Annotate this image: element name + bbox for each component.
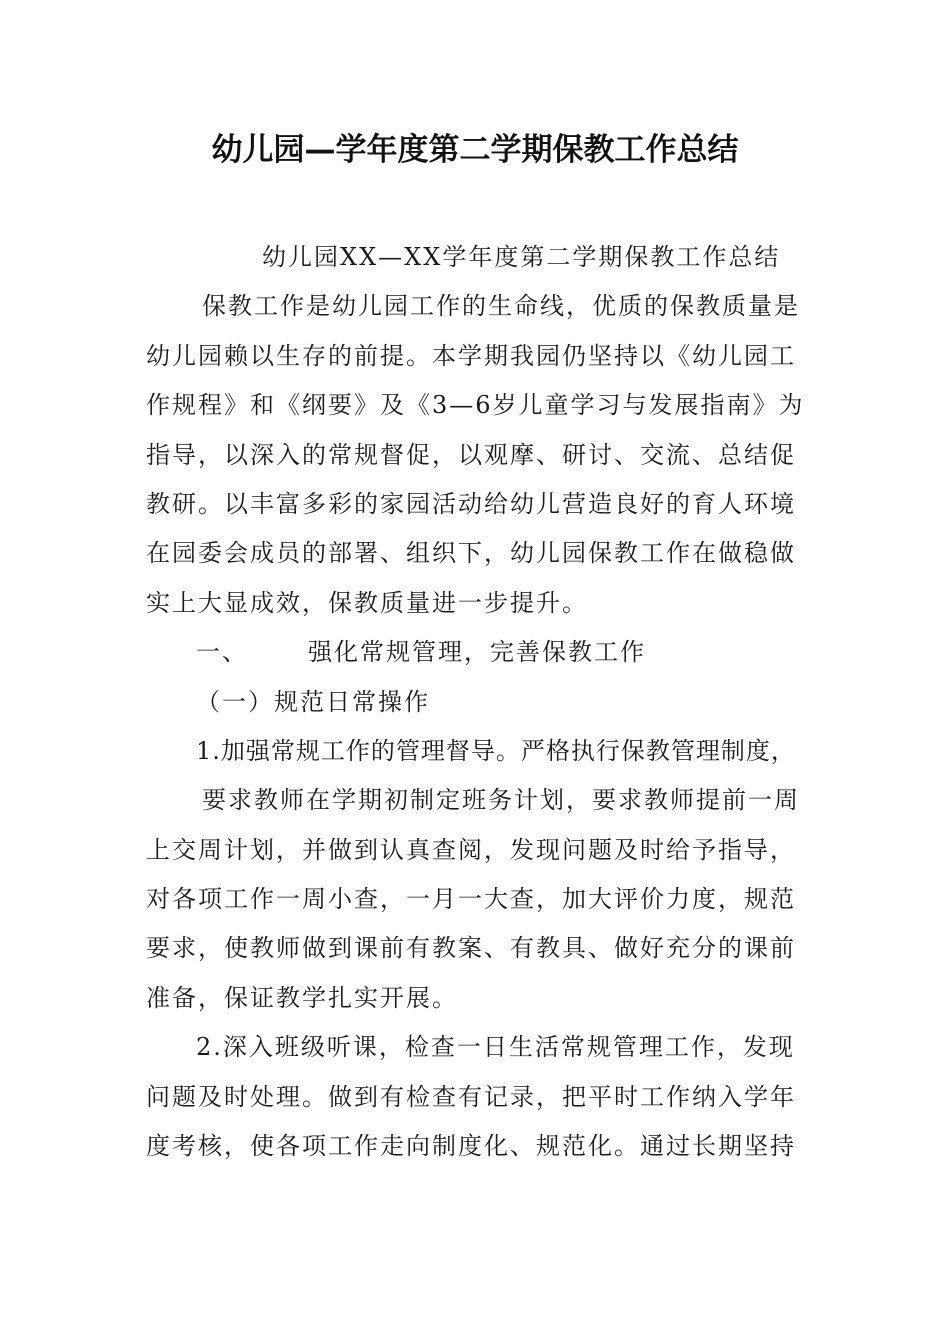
paragraph-line: 实上大显成效，保教质量进一步提升。 [146,588,588,617]
paragraph-line: 问题及时处理。做到有检查有记录，把平时工作纳入学年 [146,1082,796,1111]
section-number: 一、 [196,638,248,667]
document-title: 幼儿园—学年度第二学期保教工作总结 [211,132,739,168]
paragraph-line: 度考核，使各项工作走向制度化、规范化。通过长期坚持 [146,1132,796,1161]
paragraph-line: 准备，保证教学扎实开展。 [146,983,458,1012]
section-heading-text: 强化常规管理，完善保教工作 [308,638,646,667]
paragraph-line: 1.加强常规工作的管理督导。严格执行保教管理制度， [196,736,796,765]
paragraph-line: 教研。以丰富多彩的家园活动给幼儿营造良好的育人环境 [146,489,796,518]
paragraph-line: 要求，使教师做到课前有教案、有教具、做好充分的课前 [146,934,796,963]
paragraph-line: 作规程》和《纲要》及《3—6岁儿童学习与发展指南》为 [146,391,805,420]
document-body [146,233,806,1171]
paragraph-line: 上交周计划，并做到认真查阅，发现问题及时给予指导， [146,835,796,864]
paragraph-line: 幼儿园赖以生存的前提。本学期我园仍坚持以《幼儿园工 [146,341,796,370]
section-heading [146,628,806,677]
paragraph-line: 对各项工作一周小查，一月一大查，加大评价力度，规范 [146,885,796,914]
paragraph-line: 指导，以深入的常规督促，以观摩、研讨、交流、总结促 [146,440,796,469]
paragraph-line: 2.深入班级听课，检查一日生活常规管理工作，发现 [196,1033,795,1062]
paragraph-line: 要求教师在学期初制定班务计划，要求教师提前一周 [202,786,800,815]
subsection-heading: （一）规范日常操作 [196,687,430,716]
paragraph-line: 保教工作是幼儿园工作的生命线，优质的保教质量是 [202,292,800,321]
paragraph-line: 在园委会成员的部署、组织下，幼儿园保教工作在做稳做 [146,539,796,568]
subtitle-line: 幼儿园XX—XX学年度第二学期保教工作总结 [262,243,781,271]
